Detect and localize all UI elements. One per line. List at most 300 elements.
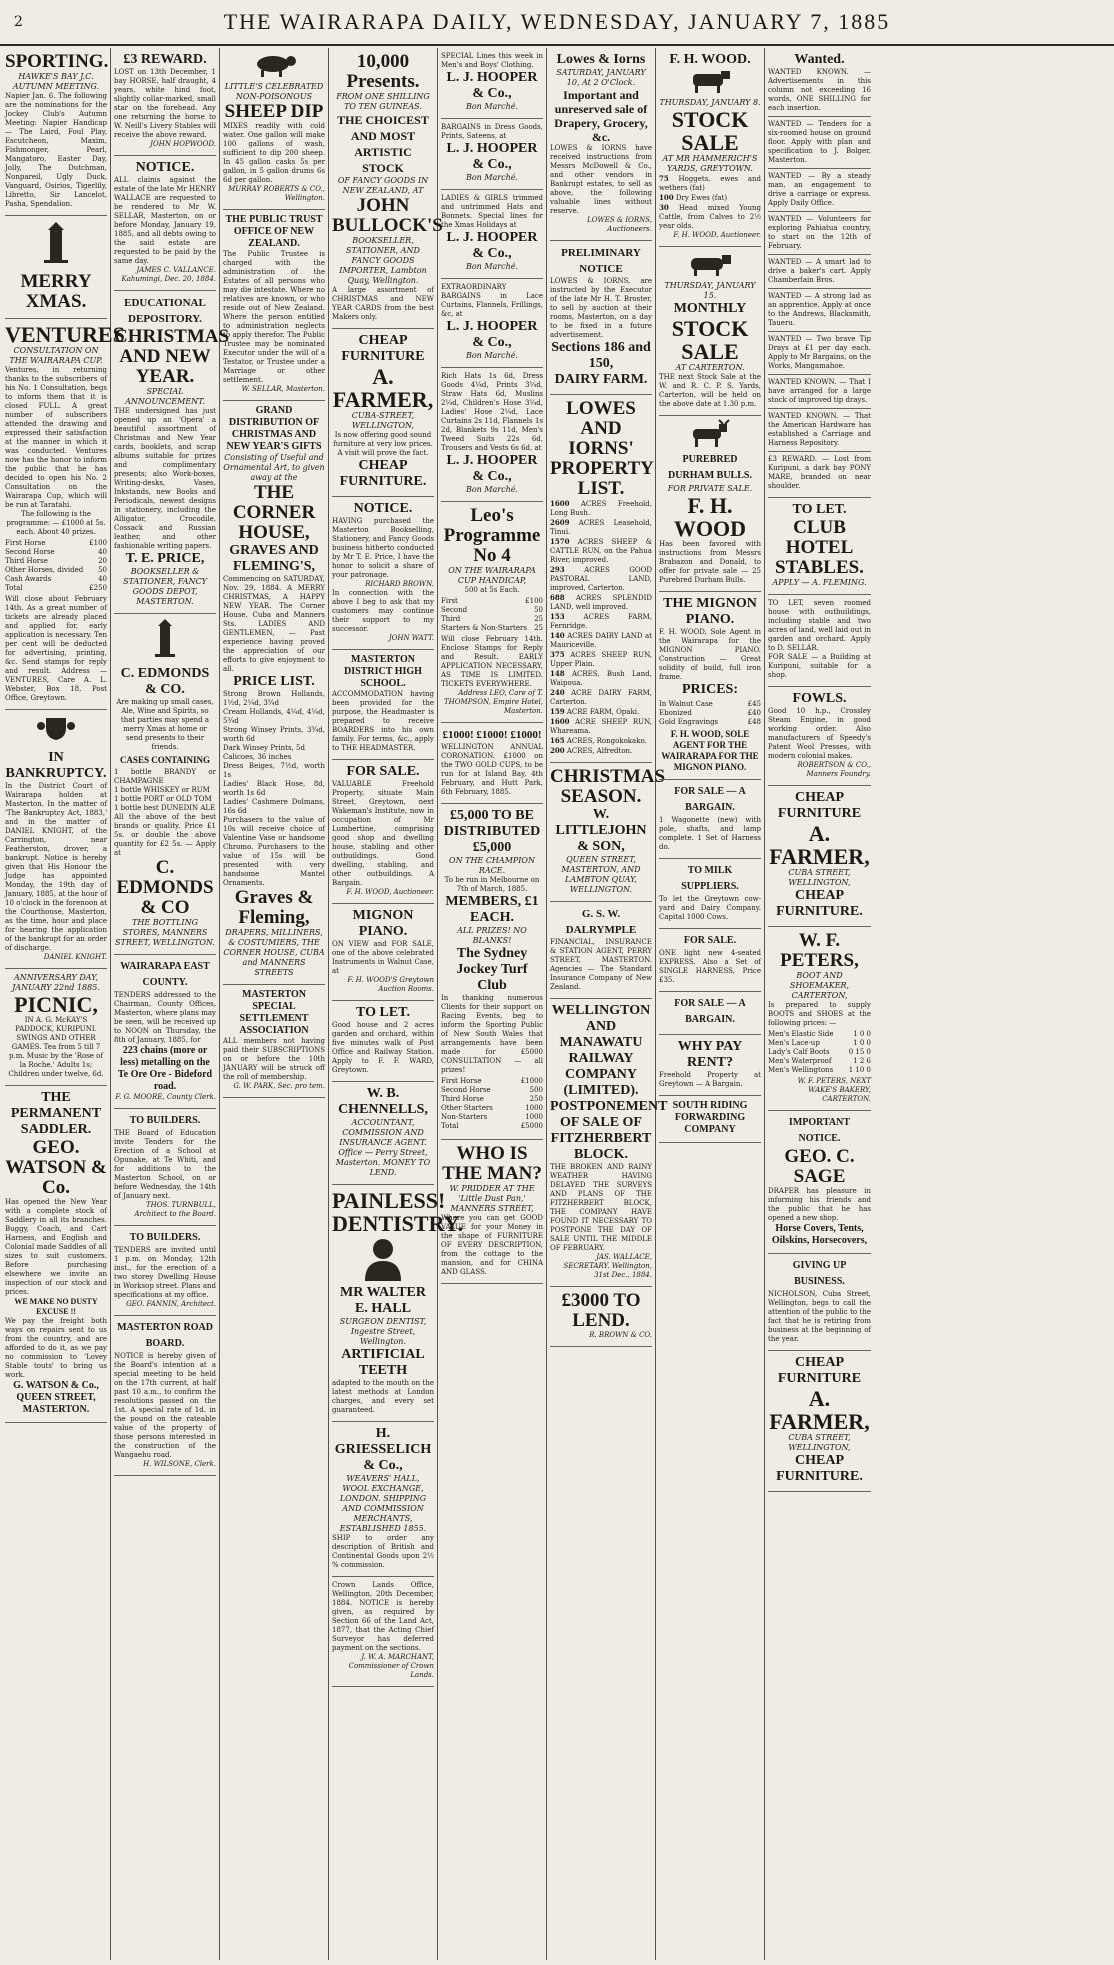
price-row: Men's Elastic Side 1 0 0 — [768, 1030, 871, 1038]
bullock-body: A large assortment of CHRISTMAS and NEW YEAR CARDS from the best Makers only. — [332, 286, 434, 321]
littlejohn-heading: W. LITTLEJOHN & SON, — [555, 807, 647, 854]
prize-row: Total £5000 — [441, 1122, 543, 1130]
property-item: 1570 ACRES SHEEP & CATTLE RUN, on the Pahua River, improved. — [550, 537, 652, 564]
express-body: ONE light new 4-seated EXPRESS. Also a Set of SINGLE HARNESS, Price £35. — [659, 949, 761, 984]
saddler-ad — [5, 1086, 107, 1423]
leo-prize-list — [441, 597, 543, 633]
leo-subheading: ON THE WAIRARAPA CUP HANDICAP, — [448, 566, 536, 585]
ventures-prize-line: The following is the programme: — £1000 at 5s. each. About 40 prizes. — [6, 510, 106, 536]
column-3 — [220, 48, 329, 1960]
dentist-portrait — [332, 1235, 434, 1285]
sheep-dip-subheading: LITTLE'S CELEBRATED NON-POISONOUS — [224, 82, 324, 101]
merry-xmas-ad — [5, 216, 107, 319]
thursday-2-date: THURSDAY, JANUARY 15. — [664, 281, 756, 300]
hooper-address: Bon Marché. — [465, 485, 519, 494]
watt-body: In connection with the above I beg to ask that my customers may continue their support to my successor. — [332, 589, 434, 633]
mignon-price-list — [659, 700, 761, 727]
hooper-address: Bon Marché. — [465, 351, 519, 360]
bargain-2-heading: FOR SALE — A BARGAIN. — [674, 998, 746, 1025]
wood-2-body: Has been favored with instructions from Messrs Brabazon and Donald, to offer for private sale — 25 Purebred Durham Bulls. — [659, 540, 761, 584]
railway-heading: WELLINGTON AND MANAWATU RAILWAY COMPANY (LIMITED). — [551, 1003, 651, 1098]
stock-sale-2-body: THE next Stock Sale at the W. and R. C. P. S. Yards, Carterton, will be held on the above date at 1.30 p.m. — [659, 373, 761, 408]
settlement-signature: G. W. PARK, Sec. pro tem. — [233, 1082, 325, 1090]
hooper-body-1: SPECIAL Lines this week in Men's and Boys' Clothing. — [441, 52, 543, 69]
mignon-heading: THE MIGNON PIANO. — [663, 596, 757, 627]
depository-ad — [114, 291, 230, 614]
christmas-season-heading: CHRISTMAS SEASON. — [550, 766, 666, 807]
dalrymple-body: FINANCIAL, INSURANCE & STATION AGENT, PERRY STREET, MASTERTON. Agencies — The Standard Insurance Company of New Zealand. — [550, 938, 652, 991]
giving-up-ad — [768, 1254, 871, 1351]
fowls-body: Good 10 h.p., Crossley Steam Engine, in good working order. Also manufacturers of Speedy's Patent Wool Presses, with modern colonial makes. — [768, 707, 871, 760]
property-item: 375 ACRES SHEEP RUN, Upper Plain. — [550, 650, 652, 668]
stock-sale-2-subheading: AT CARTERTON. — [675, 363, 745, 372]
prize-row: Third Horse 250 — [441, 1095, 543, 1103]
farmer-heading: A. FARMER, — [769, 821, 870, 869]
builders-2-signature: GEO. FANNIN, Architect. — [126, 1300, 216, 1308]
reward-body: LOST on 13th December, 1 bay HORSE, half draught, 4 years, white hind foot, slightly collar-marked, small star on the forehead. Any one returning the horse to W. Neill's Livery Stables will receive the above reward. — [114, 68, 216, 139]
wanted-ad — [768, 48, 871, 498]
dairy-heading: DAIRY FARM. — [554, 372, 648, 387]
sheep-icon — [223, 52, 325, 82]
durham-heading: PUREBRED DURHAM BULLS. — [668, 454, 752, 481]
picnic-heading: PICNIC, — [14, 992, 98, 1017]
prize-row: Second 50 — [441, 606, 543, 614]
peters-subheading: BOOT AND SHOEMAKER, CARTERTON, — [789, 971, 850, 1000]
cheap-furniture-heading-2: CHEAP FURNITURE. — [776, 1453, 863, 1484]
rule — [768, 408, 871, 409]
builders-signature: THOS. TURNBULL, Architect to the Board. — [134, 1201, 216, 1218]
griesselich-heading: H. GRIESSELICH & Co., — [334, 1426, 432, 1473]
fowls-heading: FOWLS. — [792, 691, 847, 706]
builders-body: THE Board of Education invite Tenders for the Erection of a School at Opunake, at Te Whiti, and for additions to the Masterton School, on or before Wednesday, the 14th of January next. — [114, 1129, 216, 1200]
hooper-body-3: LADIES & GIRLS trimmed and untrimmed Hats and Bonnets. Special lines for the Xmas Holidays at — [441, 194, 543, 229]
price-row: Men's Lace-up 1 0 0 — [768, 1039, 871, 1047]
xmas-subheading: SPECIAL ANNOUNCEMENT. — [125, 387, 205, 406]
price-row: Men's Wellingtons 1 10 0 — [768, 1066, 871, 1074]
graves-subheading: DRAPERS, MILLINERS, & COSTUMIERS, THE CORNER HOUSE, CUBA and MANNERS STREETS — [223, 928, 325, 977]
public-trust-body: The Public Trustee is charged with the administration of the Estates of all persons who may die intestate. Where no relatives are known, or who reside out of New Zealand. Where the person entitled to administration neglects to apply therefor. The Public Trustee may be nominated Executor under the will of a Testator, or Trustee under a Marriage or other settlement. — [223, 250, 325, 384]
sheep-dip-signature: MURRAY ROBERTS & CO., Wellington. — [228, 185, 325, 202]
property-item: 2609 ACRES Leasehold, Tinui. — [550, 518, 652, 536]
farmer-subheading: CUBA-STREET, WELLINGTON, — [351, 411, 415, 430]
cases-body: All the above of the best brands or quality. Price £1 5s. or double the above quantity for £2 5s. — Apply at — [114, 813, 216, 857]
wood-stock-ad — [659, 48, 761, 247]
ventures-body-2: Will close about February 14th. As a great number of tickets are already placed and applied for, early application is necessary. Ten per cent will be deducted for advertising, printing, &c. Send stamps for reply and result. Address — VENTURES, Care A. L. Webster, Box 18, Post Office, Greytown. — [5, 595, 107, 702]
peters-signature: W. F. PETERS, NEXT WAKE'S BAKERY, CARTERTON. — [797, 1077, 871, 1103]
wanted-item: WANTED — Two brave Tip Drays at £1 per day each. Apply to Mr Bargains, on the Works, Mangamahoe. — [768, 335, 871, 370]
wanted-item: WANTED — Volunteers for exploring Pahiatua country, to start on the 12th of February. — [768, 215, 871, 250]
prize-row: Non-Starters 1000 — [441, 1113, 543, 1121]
prize-row: Second Horse 500 — [441, 1086, 543, 1094]
settlement-ad — [223, 985, 325, 1098]
price-row: Men's Waterproof 1 2 6 — [768, 1057, 871, 1065]
edmonds-ad — [114, 614, 216, 955]
wanted-item: WANTED — By a steady man, an engagement to drive a carriage or express. Apply Daily Office. — [768, 172, 871, 207]
bankruptcy-signature: DANIEL KNIGHT. — [43, 953, 107, 961]
stock-heading: THE CHOICEST AND MOST ARTISTIC STOCK — [337, 113, 429, 175]
griesselich-body: SHIP to order any description of British and Continental Goods upon 2½ % commission. — [332, 1534, 434, 1569]
mignon-ad — [659, 592, 761, 780]
stock-sale-subheading: AT MR HAMMERICH'S YARDS, GREYTOWN. — [662, 154, 758, 173]
bankruptcy-ad — [5, 710, 107, 969]
hooper-address: Bon Marché. — [465, 173, 519, 182]
public-trust-heading: THE PUBLIC TRUST OFFICE OF NEW ZEALAND. — [225, 214, 323, 249]
cases-heading: CASES CONTAINING — [119, 755, 211, 765]
ventures-heading: VENTURES — [5, 322, 125, 347]
price-list-item: Strong Brown Hollands, 1½d, 2¼d, 3¾d — [223, 690, 325, 707]
property-item: 200 ACRES, Alfredton. — [550, 746, 633, 755]
reward-signature: JOHN HOPWOOD. — [150, 140, 216, 148]
stock-item: 30 Head mixed Young Cattle, from Calves to 2½ year olds. — [659, 203, 761, 230]
saddler-tagline: WE MAKE NO DUSTY EXCUSE !! — [14, 1297, 98, 1316]
stock-sale-heading: STOCK SALE — [671, 107, 749, 155]
hooper-ad-2 — [441, 119, 543, 190]
county-heading: WAIRARAPA EAST COUNTY. — [120, 961, 210, 988]
lend-heading: £3000 TO LEND. — [561, 1290, 641, 1331]
price-row: Ebonized £40 — [659, 709, 761, 717]
sections-heading: Sections 186 and 150, — [551, 340, 651, 371]
bullock-ad — [332, 48, 443, 329]
to-let-heading: TO LET. — [356, 1005, 410, 1020]
wanted-item: WANTED — A strong lad as an apprentice. Apply at once to the Andrews, Blacksmith, Taueru. — [768, 292, 871, 327]
crown-lands-signature: J. W. A. MARCHANT, Commissioner of Crown Lands. — [348, 1653, 434, 1679]
stock-sale-signature: F. H. WOOD, Auctioneer. — [673, 231, 761, 239]
picnic-ad — [5, 969, 107, 1086]
estate-notice-heading: NOTICE. — [135, 160, 195, 175]
price-row: Lady's Calf Boots 0 15 0 — [768, 1048, 871, 1056]
edmonds-subheading: THE BOTTLING STORES, MANNERS STREET, WELLINGTON. — [115, 918, 215, 947]
builders-ad — [114, 1109, 216, 1226]
stock-subheading: OF FANCY GOODS IN NEW ZEALAND, AT — [337, 176, 429, 195]
teeth-body: adapted to the mouth on the latest methods at London charges, and every set guaranteed. — [332, 1379, 434, 1414]
edmonds-name-2: C. EDMONDS & CO — [116, 857, 214, 918]
farmer-ad — [332, 329, 434, 497]
column-4 — [329, 48, 464, 1960]
dalrymple-heading: G. S. W. DALRYMPLE — [565, 908, 637, 936]
sheep-dip-body: MIXES readily with cold water. One gallon will make 100 gallons of wash, sufficient to dip 200 sheep. In 45 gallon casks 5s per gallon, in 5 gallon drums 6s 6d per gallon. — [223, 122, 325, 184]
rule — [768, 288, 871, 289]
hooper-name: L. J. HOOPER & Co., — [446, 230, 538, 261]
mignon-body: F. H. WOOD, Sole Agent in the Wairarapa for the MIGNON PIANO. Construction — Great solidity of build, full iron frame. — [659, 628, 761, 681]
bullock-subheading: BOOKSELLER, STATIONER, AND FANCY GOODS IMPORTER, Lambton Quay, Wellington. — [339, 236, 427, 285]
sheep-dip-heading: SHEEP DIP — [224, 101, 324, 122]
wood-2-heading: F. H. WOOD — [673, 493, 747, 541]
saddler-body-2: We pay the freight both ways on repairs sent to us from the country, and are afforded to do it, as we pay no commission to 'Lovey Stable touts' to bring us work. — [5, 1317, 107, 1379]
peters-ad — [768, 927, 871, 1111]
lowes-date: SATURDAY, JANUARY 10, At 2 O'Clock. — [556, 68, 646, 87]
monthly-heading: MONTHLY — [673, 301, 747, 316]
piano-signature: F. H. WOOD'S Greytown Auction Rooms. — [347, 976, 434, 993]
wagonette-heading: FOR SALE — A BARGAIN. — [674, 786, 746, 813]
farmer-heading: A. FARMER, — [332, 364, 434, 412]
fowls-ad — [768, 687, 871, 786]
saddler-signature: G. WATSON & Co., QUEEN STREET, MASTERTON. — [13, 1380, 99, 1415]
price-list-heading: PRICE LIST. — [233, 674, 315, 689]
bankruptcy-body: In the District Court of Wairarapa holden at Masterton. In the matter of 'The Bankruptcy Act, 1883,' and in the matter of DANIEL KNIGHT, of the Carrington, near Featherston, drover, a bankrupt. Notice is hereby given that His Honour the Judge has appointed Monday, the 19th day of January, 1885, at the hour of 10 o'clock in the forenoon at the Courthouse, Masterton, as the time, hour and place for hearing the application of the bankrupt for an order of discharge. — [5, 782, 107, 952]
column-8 — [765, 48, 874, 1960]
saddler-heading: THE PERMANENT SADDLER. — [10, 1090, 102, 1137]
postponement-body: THE BROKEN AND RAINY WEATHER HAVING DELAYED THE SURVEYS AND PLANS OF THE FITZHERBERT BLOCK, THE COMPANY HAVE FOUND IT NECESSARY TO POSTPONE THE DAY OF SALE UNTIL THE MIDDLE OF FEBRUARY. — [550, 1163, 652, 1252]
prize-row: First Horse £1000 — [441, 1077, 543, 1085]
hall-heading: MR WALTER E. HALL — [340, 1285, 426, 1316]
property-item: 1600 ACRE SHEEP RUN, Whareama. — [550, 717, 652, 735]
wanted-item: WANTED KNOWN. — That I have arranged for a large stock of improved tip drays. — [768, 378, 871, 404]
sporting-heading: SPORTING. — [5, 51, 109, 72]
property-item: 1600 ACRES Freehold, Long Bush. — [550, 499, 652, 517]
brown-notice-body: HAVING purchased the Masterton Bookselling, Stationery, and Fancy Goods business hitherto conducted by Mr T. E. Price, I have the honor to solicit a share of your patronage. — [332, 517, 434, 579]
rule — [768, 116, 871, 117]
hooper-address: Bon Marché. — [465, 102, 519, 111]
greytown-sale-signature: F. H. WOOD, Auctioneer. — [346, 888, 434, 896]
wanted-item: WANTED KNOWN. — Advertisements in this column not exceeding 16 words, ONE SHILLING for each insertion. — [768, 68, 871, 112]
giving-up-heading: GIVING UP BUSINESS. — [792, 1260, 847, 1287]
cases-item: 1 bottle best DUNEDIN ALE — [114, 804, 216, 812]
dalrymple-ad — [550, 902, 652, 999]
depository-heading: EDUCATIONAL DEPOSITORY. — [124, 297, 206, 325]
wood-heading: F. H. WOOD. — [669, 52, 751, 67]
ventures-prize-list — [5, 539, 107, 593]
tower-icon — [114, 618, 216, 666]
grand-distribution-heading: GRAND DISTRIBUTION OF CHRISTMAS AND NEW YEAR'S GIFTS — [226, 405, 322, 452]
ventures-subheading: CONSULTATION ON THE WAIRARAPA CUP. — [9, 346, 103, 365]
milk-body: To let the Greytown cow-yard and Dairy Company. Capital 1000 Cows. — [659, 895, 761, 921]
littlejohn-subheading: QUEEN STREET, MASTERTON, AND LAMBTON QUAY, WELLINGTON. — [561, 855, 641, 894]
estate-notice-ad — [114, 156, 216, 291]
bullock-heading: JOHN BULLOCK'S — [332, 195, 443, 236]
sporting-ad — [5, 48, 107, 216]
price-list-item: Cream Hollands, 4¼d, 4¼d, 5¾d — [223, 708, 325, 725]
wanted-item: WANTED — A smart lad to drive a baker's cart. Apply Chamberlain Bros. — [768, 258, 871, 284]
piano-heading: MIGNON PIANO. — [352, 908, 414, 939]
cases-item: 1 bottle WHISKEY or RUM — [114, 786, 210, 794]
wanted-heading: Wanted. — [794, 52, 845, 67]
cheap-furniture-heading-2: CHEAP FURNITURE. — [339, 458, 427, 489]
consultation-heading: £5,000 TO BE DISTRIBUTED £5,000 — [443, 808, 541, 855]
prize-row: Starters & Non-Starters 25 — [441, 624, 543, 632]
leo-heading: Leo's Programme — [443, 505, 541, 546]
prize-row: Third Horse 20 — [5, 557, 107, 565]
wanted-item: £3 REWARD. — Lost from Kuripuni, a dark bay PONY MARE, branded on near shoulder. — [768, 455, 871, 490]
greytown-sale-body: VALUABLE Freehold Property, situate Main Street, Greytown, next Wakeman's Institute, now in occupation of Mr Lumbertine, comprising good shop and dwelling house, stabling and other outbuildings. Good dwelling, stabling, and other outbuildings. A Bargain. — [332, 780, 434, 887]
hooper-ad-1 — [441, 48, 543, 119]
ventures-body: Ventures, in returning thanks to the subscribers of his No. 1 Consultation, begs to inform them that it is closed FULL. A great number of subscribers attended the drawing and expressed their satisfaction at the manner in which it was conducted. Ventures now has the honor to inform the public that he has decided to open his No. 2 Consultation on the Wairarapa Cup, which will be run at Taratahi. — [5, 366, 107, 509]
consultation-subheading: ON THE CHAMPION RACE. — [449, 856, 535, 875]
rent-body: Freehold Property at Greytown — A Bargain. — [659, 1071, 761, 1088]
preliminary-heading: PRELIMINARY NOTICE — [561, 247, 641, 275]
price-list-item: Calicoes, 36 inches — [223, 753, 292, 761]
man-subheading: W. PRIDDER AT THE 'Little Dust Pan,' MANNERS STREET, — [449, 1184, 535, 1213]
milk-heading: TO MILK SUPPLIERS. — [681, 865, 739, 892]
man-heading: WHO IS THE MAN? — [442, 1143, 542, 1184]
griesselich-ad — [332, 1422, 434, 1577]
hooper-ad-3 — [441, 190, 543, 279]
lowes-signature: LOWES & IORNS, Auctioneers. — [587, 216, 652, 233]
members-subheading: ALL PRIZES! NO BLANKS! — [457, 926, 527, 945]
leo-line: 500 at 5s Each. — [464, 586, 520, 594]
hall-subheading: SURGEON DENTIST, Ingestre Street, Wellington. — [339, 1317, 427, 1346]
saddler-name: GEO. WATSON & Co. — [5, 1137, 107, 1198]
peters-body: Is prepared to supply BOOTS and SHOES at the following prices: — — [768, 1001, 871, 1027]
greytown-sale-heading: FOR SALE. — [346, 764, 420, 779]
dentistry-heading: PAINLESS! DENTISTRY. — [332, 1188, 464, 1236]
graves-fleming-heading: GRAVES AND FLEMING'S, — [229, 543, 319, 574]
to-let-ad — [332, 1001, 434, 1082]
deer-icon — [659, 420, 761, 452]
railway-ad — [550, 999, 668, 1287]
farmer-2-ad — [768, 786, 871, 927]
price-list-body: Purchasers to the value of 10s will receive choice of Valentine Vase or handsome Chromo. Purchasers to the value of 15s will be presented with very handsome Mantel Ornaments. — [223, 816, 325, 887]
sporting-subheading: HAWKE'S BAY J.C. AUTUMN MEETING. — [12, 72, 100, 91]
saddler-body: Has opened the New Year with a complete stock of Saddlery in all its branches. Buggy, Coach, and Cart Harness, and English and Colonial made Saddles of all sizes to suit customers. Before purchasing elsewhere we invite an inspection of our stock and prices. — [5, 1198, 107, 1296]
property-list-ad — [550, 395, 652, 763]
county-work: 223 chains (more or less) metalling on the Te Ore Ore - Bideford road. — [117, 1045, 213, 1092]
price-list-item: Ladies' Black Hose, 8d, worth 1s 6d — [223, 780, 325, 797]
price-row: Gold Engravings £48 — [659, 718, 761, 726]
prize-row: First £100 — [441, 597, 543, 605]
rule — [768, 168, 871, 169]
lowes-sale-ad — [550, 48, 652, 241]
monthly-sale-ad — [659, 247, 761, 416]
crown-lands-ad — [332, 1577, 434, 1687]
leo-signature: Address LEO, Care of T. THOMPSON, Empire Hotel, Masterton. — [444, 689, 543, 715]
lend-ad — [550, 1287, 652, 1347]
settlement-heading: MASTERTON SPECIAL SETTLEMENT ASSOCIATION — [239, 989, 309, 1036]
rent-heading: WHY PAY RENT? — [677, 1039, 743, 1070]
coronation-heading: £1000! £1000! £1000! — [442, 729, 542, 741]
brown-notice-signature: RICHARD BROWN. — [365, 580, 434, 588]
lowes-heading-2: Important and unreserved sale of Drapery, Grocery, &c. — [554, 88, 648, 144]
crown-lands-body: Crown Lands Office, Wellington, 20th December, 1884. NOTICE is hereby given, as required by Section 66 of the Land Act, 1877, that the Acting Chief Surveyor has deferred payment on the sections. — [332, 1581, 434, 1652]
thursday-date: THURSDAY, JANUARY 8. — [659, 98, 761, 107]
farmer-body: Is now offering good sound furniture at very low prices. A visit will prove the fact. — [333, 431, 433, 457]
fowls-signature: ROBERTSON & CO., Manners Foundry. — [797, 761, 871, 778]
property-item: 165 ACRES, Rongokokako. — [550, 736, 647, 745]
graves-name: Graves & Fleming, — [234, 887, 314, 928]
cases-item: 1 bottle PORT or OLD TOM — [114, 795, 212, 803]
man-body: Where you can get GOOD VALUE for your Money in the shape of FURNITURE OF EVERY DESCRIPTION, from the cottage to the mansion, and for CHINA AND GLASS. — [441, 1214, 543, 1276]
builders-heading: TO BUILDERS. — [129, 1115, 201, 1126]
prize-row: Other Horses, divided 50 — [5, 566, 107, 574]
consultation-ad — [441, 804, 543, 1140]
road-board-ad — [114, 1316, 216, 1476]
masthead — [0, 0, 1114, 46]
hooper-name: L. J. HOOPER & Co., — [446, 453, 538, 484]
column-5 — [438, 48, 547, 1960]
reward-ad — [114, 48, 216, 156]
littlejohn-ad — [550, 763, 666, 902]
prize-row: Other Starters 1000 — [441, 1104, 543, 1112]
rule — [768, 331, 871, 332]
sporting-body: Napier Jan. 6. The following are the nominations for the Jockey Club's Autumn Meeting: Napier Handicap — The Laird, Foul Play, Escutcheon, Maxim, Fishmonger, Pearl, Mangatoro, Easter Day, Jolly, The Dutchman, Nonpareil, Ugly Duck, Vanguard, Osirios, Tigerlily, Libretto, Sir Lancelot, Pasha, Spendalion. — [5, 92, 107, 208]
preliminary-body: LOWES & IORNS, are instructed by the Executor of the late Mr H. T. Broster, to sell by auction at their rooms, Masterton, on a day to be fixed in a future advertisement. — [550, 277, 652, 339]
griesselich-subheading: WEAVERS' HALL, WOOL EXCHANGE, LONDON. SHIPPING AND COMMISSION MERCHANTS, ESTABLISHED 1855. — [339, 1474, 427, 1533]
property-item: 159 ACRE FARM, Opaki. — [550, 707, 640, 716]
preliminary-ad — [550, 241, 652, 395]
settlement-body: ALL members not having paid their SUBSCRIPTIONS on or before the 10th JANUARY will be struck off the roll of membership. — [223, 1037, 325, 1081]
xmas-new-year-heading: CHRISTMAS AND NEW YEAR. — [114, 326, 230, 387]
farmer-subheading: CUBA STREET, WELLINGTON, — [788, 868, 851, 887]
cheap-furniture-heading: CHEAP FURNITURE — [341, 333, 425, 364]
stables-heading: CLUB HOTEL STABLES. — [775, 517, 864, 578]
hooper-name: L. J. HOOPER & Co., — [446, 70, 538, 101]
chennells-ad — [332, 1082, 434, 1185]
prize-row: Total £250 — [5, 584, 107, 592]
members-heading: MEMBERS, £1 EACH. — [445, 894, 539, 925]
wanted-item: WANTED — Tenders for a six-roomed house on ground floor. Apply with plan and specification to J. Bolger, Masterton. — [768, 120, 871, 164]
reward-heading: £3 REWARD. — [123, 52, 207, 67]
column-1 — [2, 48, 125, 1960]
rule — [768, 451, 871, 452]
estate-notice-body: ALL claims against the estate of the late Mr HENRY WALLACE are requested to be rendered to Mr W. SELLAR, Masterton, on or before Monday, January 19, 1885, and all debts owing to the said estate are requested to be paid by the same day. — [114, 176, 216, 265]
coronation-body: WELLINGTON ANNUAL CORONATION. £1000 on the TWO GOLD CUPS, to be run for at Island Bay, 4th February, and Hutt Park, 6th February, 1885. — [441, 743, 543, 796]
road-board-body: NOTICE is hereby given of the Board's intention at a special meeting to be held on the 17th current, at half past 10 a.m., to confirm the resolutions passed on the 1st. A special rate of 1d. in the pound on the rateable value of the property of those persons interested in the construction of the Wangaehu road. — [114, 1352, 216, 1459]
corner-house-body: Commencing on SATURDAY, Nov. 29, 1884. A MERRY CHRISTMAS, A HAPPY NEW YEAR. The Corner House, Cuba and Manners Sts. LADIES AND GENTLEMEN, — Past experience having proved the appreciation of our efforts to give enjoyment to all. — [223, 575, 325, 673]
newspaper-title: THE WAIRARAPA DAILY, WEDNESDAY, JANUARY 7, 1885 — [223, 9, 891, 34]
presents-heading: 10,000 Presents. — [346, 51, 420, 92]
builders-2-ad — [114, 1226, 216, 1316]
forwarding-ad — [659, 1096, 761, 1143]
school-body: ACCOMMODATION having been provided for the purpose, the Headmaster is prepared to receive BOARDERS into his own family. For terms, &c., apply to THE HEADMASTER. — [332, 690, 434, 752]
rule — [768, 374, 871, 375]
prices-heading: PRICES: — [681, 682, 738, 697]
price-name: T. E. PRICE, — [125, 551, 205, 566]
builders-2-heading: TO BUILDERS. — [129, 1232, 201, 1243]
column-6 — [547, 48, 668, 1960]
school-ad — [332, 650, 434, 760]
price-list-item: Ladies' Cashmere Dolmans, 16s 6d — [223, 798, 325, 815]
durham-subheading: FOR PRIVATE SALE. — [667, 484, 753, 493]
merry-xmas-heading: MERRY XMAS. — [20, 271, 92, 312]
price-list-item: Dark Winsey Prints, 5d — [223, 744, 305, 752]
wagonette-ad — [659, 780, 761, 859]
milk-ad — [659, 859, 761, 929]
property-item: 240 ACRE DAIRY FARM, Carterton. — [550, 688, 652, 706]
county-ad — [114, 955, 216, 1109]
picnic-body: IN A. G. McKAY'S PADDOCK, KURIPUNI. SWINGS AND OTHER GAMES. Tea from 5 till 7 p.m. Music by the 'Rose of la Roche.' Adults 1s; Children under twelve, 6d. — [8, 1016, 104, 1078]
rule — [768, 211, 871, 212]
cases-item: 1 bottle BRANDY or CHAMPAGNE — [114, 768, 216, 785]
stables-ad — [768, 498, 871, 595]
farmer-subheading: CUBA STREET, WELLINGTON, — [788, 1433, 851, 1452]
road-board-signature: H. WILSONE, Clerk. — [143, 1460, 216, 1468]
builders-2-body: TENDERS are invited until 1 p.m. on Monday, 12th inst., for the erection of a two storey Dwelling House in Worksop street. Plans and specifications at my office. — [114, 1246, 216, 1299]
sage-heading: GEO. C. SAGE — [784, 1146, 855, 1187]
columns — [2, 48, 1112, 1960]
to-let-body: Good house and 2 acres garden and orchard, within five minutes walk of Post Office and Railway Station. Apply to F. F. WARD, Greytown. — [332, 1021, 434, 1074]
hooper-body-4: EXTRAORDINARY BARGAINS in Lace Curtains, Flannels, Frillings, &c, at — [441, 283, 543, 318]
sheep-dip-ad — [223, 48, 325, 210]
express-heading: FOR SALE. — [683, 935, 737, 946]
hooper-address: Bon Marché. — [465, 262, 519, 271]
greytown-sale-ad — [332, 760, 434, 904]
estate-notice-signature: JAMES C. VALLANCE. Kahumingi, Dec. 20, 1884. — [121, 266, 216, 283]
forwarding-heading: SOUTH RIDING FORWARDING COMPANY — [672, 1100, 748, 1135]
corner-house-ad — [223, 401, 325, 985]
stock-item: 75 Hoggets, ewes and wethers (fat) — [659, 174, 761, 192]
watt-signature: JOHN WATT. — [388, 634, 434, 642]
rent-ad — [659, 1035, 761, 1096]
cheap-furniture-heading-2: CHEAP FURNITURE. — [776, 888, 863, 919]
bull-icon — [659, 251, 761, 281]
property-item: 293 ACRES GOOD PASTORAL LAND, improved, Carterton. — [550, 565, 652, 592]
ventures-ad — [5, 319, 125, 710]
farmer-3-ad — [768, 1351, 871, 1492]
tjc-prize-list — [441, 1077, 543, 1131]
house-let-ad — [768, 595, 871, 687]
county-signature: F. G. MOORE, County Clerk. — [115, 1093, 216, 1101]
brown-notice-heading: NOTICE. — [353, 501, 413, 516]
hooper-ad-5 — [441, 368, 543, 502]
